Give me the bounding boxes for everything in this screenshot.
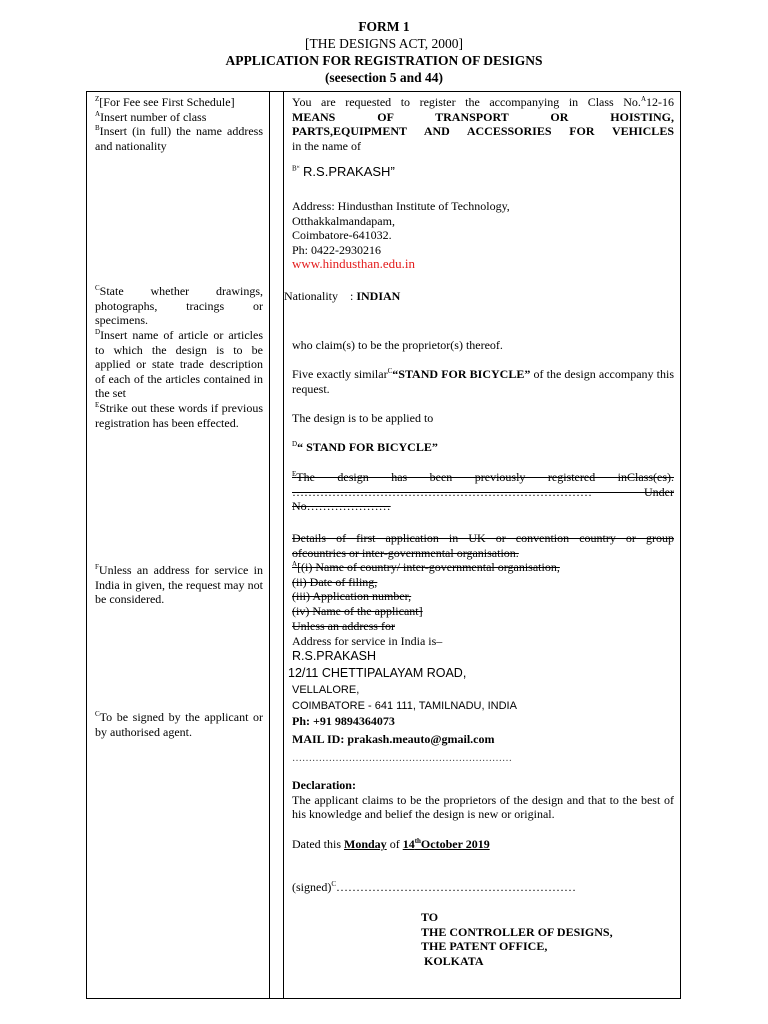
article-name: $^D$“ STAND FOR BICYCLE” [292,440,438,454]
column-divider-left [269,92,270,998]
application-title: APPLICATION FOR REGISTRATION OF DESIGNS [225,53,543,68]
declaration: Declaration: The applicant claims to be the proprietors of the design and that to the best of his knowledge and belief the design is new or original. [292,778,674,822]
dated-line: Dated this Monday of 14thOctober 2019 [292,837,490,851]
addressee: TO THE CONTROLLER OF DESIGNS, THE PATENT OFFICE, KOLKATA [421,910,613,968]
contact-info: Ph: +91 9894364073 MAIL ID: prakash.meauto@gmail.com [292,714,495,746]
note-g: $^C$To be signed by the applicant or by authorised agent. [95,710,263,739]
proprietor-line: who claim(s) to be the proprietor(s) thereof. [292,338,503,352]
note-f: $^F$Unless an address for service in India in given, the request may not be considered. [95,563,263,607]
class-description-1: MEANS OF TRANSPORT OR HOISTING, [292,109,674,124]
service-address-label: Address for service in India is– [292,634,443,648]
previous-registration: $^E$The design has been previously registered inClass(es). ………………………………………………………………… Under No………………… [292,470,674,514]
request-block: You are requested to register the accompanying in Class No.$^A$12-16 MEANS OF TRANSPORT OR HOISTING, PARTS,EQUIPMENT AND ACCESSORIES FOR VEHICLES in the name of [292,95,674,153]
form-header [0,18,768,86]
first-application-details: Details of first application in UK or convention country or group ofcountries or inter-governmental organisation. $^A$[(i) Name of country/ inter-governmental organisation, (ii) Date of filing, (iii) Application number, (iv) Name of the applicant] Unless an address for [292,531,674,633]
column-divider-right [283,92,284,998]
signature-line: (signed)$^C$…………………………………………………… [292,880,576,894]
note-c: $^C$State whether drawings, photographs, tracings or specimens. [95,284,263,328]
applicant-name: $^{B“}$ R.S.PRAKASH” [292,164,395,179]
service-address: R.S.PRAKASH 12/11 CHETTIPALAYAM ROAD, VELLALORE, COIMBATORE - 641 111, TAMILNADU, INDIA [288,649,517,712]
website-link: www.hindusthan.edu.in [292,256,416,272]
note-b: $^B$Insert (in full) the name address and nationality [95,124,263,153]
form-number: FORM 1 [358,19,410,34]
nationality-row: Nationality : INDIAN [284,289,401,303]
note-fee: $^Z$[For Fee see First Schedule] $^A$Insert number of class [95,95,235,124]
specimen-line: Five exactly similar$^C$“STAND FOR BICYCLE” of the design accompany this request. [292,367,675,396]
act-title: [THE DESIGNS ACT, 2000] [305,36,463,51]
dotted-line: ………………………………………………………… [292,753,512,764]
note-d: $^D$Insert name of article or articles to which the design is to be applied or state trade description of each of the articles contained in the set [95,328,263,401]
section-reference: (seesection 5 and 44) [324,70,444,85]
form-table [86,91,681,999]
applicant-address: Address: Hindusthan Institute of Technology, Otthakkalmandapam, Coimbatore-641032. Ph: 0422-2930216 www.hindusthan.edu.in [292,199,674,272]
applied-to-line: The design is to be applied to [292,411,434,425]
class-description-2: PARTS,EQUIPMENT AND ACCESSORIES FOR VEHICLES [292,124,674,139]
note-e: $^E$Strike out these words if previous registration has been effected. [95,401,263,430]
